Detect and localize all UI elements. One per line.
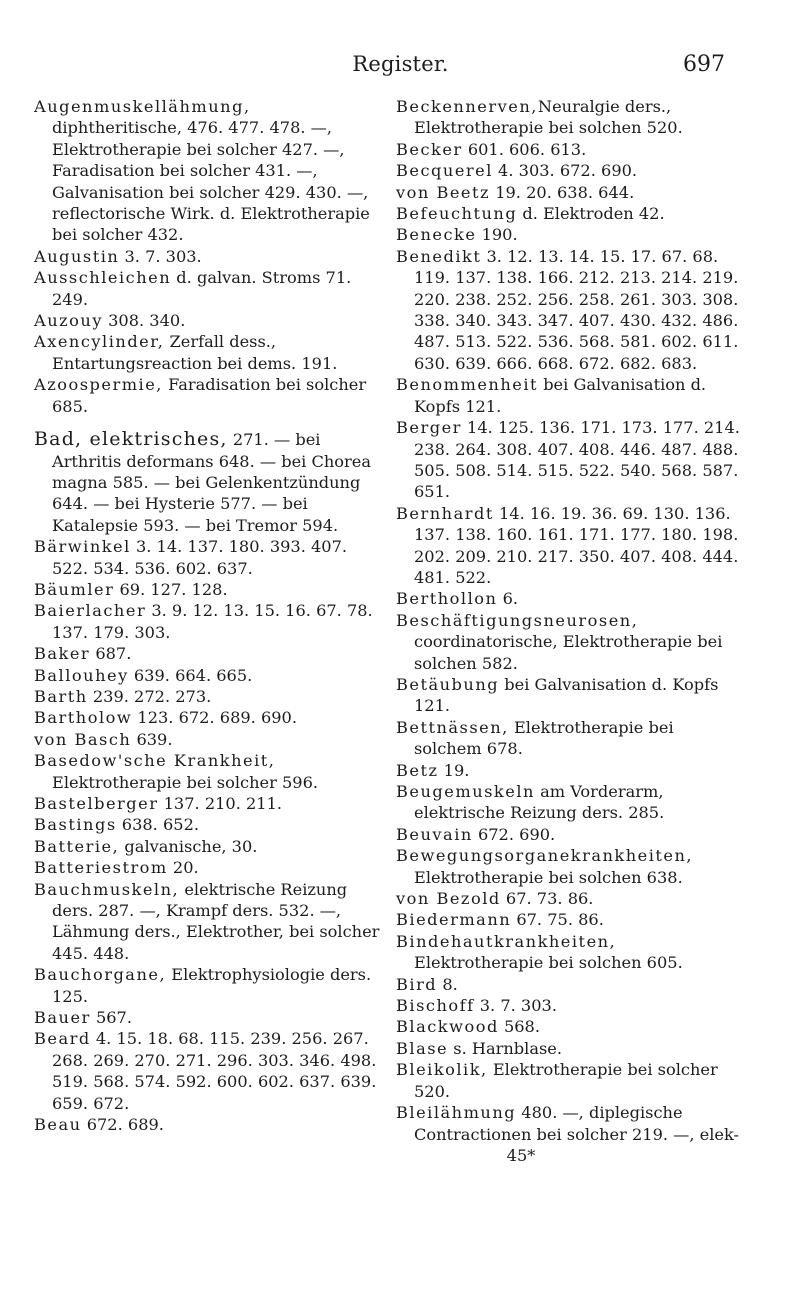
entry-headword: Baierlacher — [34, 601, 147, 621]
entry-headword: Ausschleichen — [34, 268, 172, 288]
index-entry — [396, 1016, 746, 1037]
entry-text: 672. 689. — [81, 1115, 164, 1135]
entry-headword: Berger — [396, 418, 462, 438]
entry-headword: Bad, elektrisches, — [34, 428, 228, 451]
index-entry — [396, 503, 746, 589]
entry-text: 123. 672. 689. 690. — [132, 708, 298, 728]
index-entry — [34, 1028, 384, 1114]
entry-headword: Bauchmuskeln, — [34, 879, 180, 899]
entry-text: bei Galvanisation d. Kopfs 121. — [414, 375, 707, 416]
entry-headword: Bleilähmung — [396, 1103, 517, 1123]
index-entry — [34, 964, 384, 1007]
entry-text: 3. 9. 12. 13. 15. 16. 67. 78. 137. 179. 303. — [52, 601, 373, 642]
page-header — [0, 52, 801, 86]
entry-headword: Azoospermie, — [34, 375, 163, 395]
index-entry — [34, 857, 384, 878]
entry-text: 14. 16. 19. 36. 69. 130. 136. 137. 138. 160. 161. 171. 177. 180. 198. 202. 209. 210. 217. 350. 407. 408. 444. 481. 522. — [414, 503, 739, 587]
entry-headword: Beugemuskeln — [396, 782, 535, 801]
entry-text: s. Harnblase. — [448, 1038, 563, 1058]
entry-text: 19. 20. 638. 644. — [490, 182, 635, 202]
index-entry — [396, 374, 746, 417]
entry-text: 3. 7. 303. — [474, 996, 557, 1016]
entry-headword: Becker — [396, 139, 463, 159]
entry-text: 3. 14. 137. 180. 393. 407. 522. 534. 536. 602. 637. — [52, 537, 348, 578]
entry-text: 639. 664. 665. — [128, 665, 253, 685]
index-entry — [396, 224, 746, 245]
entry-text: 4. 15. 18. 68. 115. 239. 256. 267. 268. 269. 270. 271. 296. 303. 346. 498. 519. 568. 574. 592. 600. 602. 637. 639. 659. 672. — [52, 1029, 377, 1113]
index-entry — [396, 995, 746, 1016]
index-entry — [34, 374, 384, 417]
index-entry — [396, 824, 746, 845]
entry-text: Elektrotherapie bei solchen 638. — [414, 867, 683, 887]
page-number: 697 — [683, 52, 725, 77]
entry-headword: Bischoff — [396, 996, 475, 1016]
entry-text: Elektrophysiologie ders. 125. — [52, 965, 372, 1006]
entry-text: 19. — [438, 760, 470, 780]
index-entry — [34, 600, 384, 643]
entry-headword: Beau — [34, 1115, 82, 1135]
entry-text: 480. —, diplegische Contractionen bei solcher 219. —, elek- — [414, 1103, 739, 1144]
index-entry — [34, 246, 384, 267]
entry-text: 137. 210. 211. — [158, 794, 283, 813]
index-entry — [396, 182, 746, 203]
index-entry — [34, 429, 384, 536]
entry-text: 14. 125. 136. 171. 173. 177. 214. 238. 264. 308. 407. 408. 446. 487. 488. 505. 508. 514. 515. 522. 540. 568. 587. 651. — [414, 418, 740, 502]
entry-text: 568. — [498, 1017, 541, 1037]
entry-text: 271. — bei Arthritis deformans 648. — bei Chorea magna 585. — bei Gelenkentzündung 644. — bei Hysterie 577. — bei Katalepsie 593. — bei Tremor 594. — [52, 430, 372, 535]
index-entry — [34, 96, 384, 246]
index-entry — [34, 643, 384, 664]
entry-headword: Befeuchtung — [396, 204, 518, 224]
index-entry — [396, 1102, 746, 1145]
entry-text: 6. — [497, 589, 519, 609]
entry-headword: Bauchorgane, — [34, 965, 167, 985]
entry-headword: Benedikt — [396, 246, 482, 266]
index-entry — [34, 836, 384, 857]
entry-headword: Auzouy — [34, 311, 103, 331]
index-entry — [34, 579, 384, 600]
entry-headword: Becquerel — [396, 161, 493, 181]
entry-headword: Bleikolik, — [396, 1060, 488, 1080]
entry-headword: Beuvain — [396, 824, 473, 844]
entry-headword: Bärwinkel — [34, 537, 131, 557]
entry-headword: Beschäftigungsneurosen, — [396, 610, 639, 630]
signature-mark: 45* — [506, 1145, 536, 1165]
entry-headword: Biedermann — [396, 910, 512, 930]
entry-text: 687. — [90, 644, 132, 664]
entry-headword: Barth — [34, 686, 88, 706]
entry-headword: Bindehautkrankheiten, — [396, 931, 617, 951]
index-entry — [34, 879, 384, 965]
entry-headword: Betz — [396, 760, 439, 780]
entry-text: 567. — [90, 1008, 132, 1028]
entry-headword: Blackwood — [396, 1017, 499, 1037]
running-title: Register. — [352, 52, 449, 76]
entry-headword: von Basch — [34, 729, 132, 749]
index-entry — [396, 96, 746, 139]
index-entry — [396, 931, 746, 974]
entry-headword: Blase — [396, 1038, 449, 1058]
index-entry — [396, 1059, 746, 1102]
entry-headword: Augenmuskellähmung, — [34, 97, 251, 116]
index-entry — [34, 536, 384, 579]
entry-text: 69. 127. 128. — [114, 579, 228, 599]
index-entry — [396, 760, 746, 781]
index-entry — [396, 781, 746, 824]
entry-text: Elektrotherapie bei solchem 678. — [414, 717, 674, 759]
entry-headword: Ballouhey — [34, 665, 129, 685]
entry-headword: Augustin — [34, 246, 120, 266]
index-entry — [34, 729, 384, 750]
index-entry — [34, 707, 384, 728]
entry-headword: Benommenheit — [396, 375, 539, 395]
entry-text: Elektrotherapie bei solcher 520. — [414, 1060, 718, 1101]
entry-text: 4. 303. 672. 690. — [492, 161, 638, 181]
entry-text: 67. 73. 86. — [500, 889, 594, 909]
entry-text: 20. — [167, 858, 199, 878]
index-entry — [396, 674, 746, 717]
index-entry — [34, 793, 384, 814]
entry-text: Neuralgie ders., Elektrotherapie bei solchen 520. — [414, 97, 683, 138]
entry-text: Faradisation bei solcher 685. — [52, 375, 367, 416]
entry-headword: Bauer — [34, 1008, 91, 1028]
entry-text: 3. 12. 13. 14. 15. 17. 67. 68. 119. 137. 138. 166. 212. 213. 214. 219. 220. 238. 252. 256. 258. 261. 303. 308. 338. 340. 343. 347. 407. 430. 432. 486. 487. 513. 522. 536. 568. 581. 602. 611. 630. 639. 666. 668. 672. 682. 683. — [414, 246, 739, 373]
entry-text: 601. 606. 613. — [462, 139, 587, 159]
entry-headword: Beard — [34, 1029, 91, 1049]
index-entry — [396, 1038, 746, 1059]
entry-headword: von Bezold — [396, 889, 501, 909]
entry-headword: Bastings — [34, 815, 117, 835]
entry-headword: Bettnässen, — [396, 717, 509, 737]
index-entry — [396, 974, 746, 995]
index-entry — [34, 665, 384, 686]
index-entry — [396, 203, 746, 224]
right-column — [396, 96, 746, 1166]
entry-headword: Bastelberger — [34, 794, 159, 813]
entry-text: galvanische, 30. — [119, 836, 258, 856]
index-entry — [396, 717, 746, 760]
entry-text: d. Elektroden 42. — [517, 204, 665, 224]
entry-text: 672. 690. — [472, 824, 556, 844]
entry-text: 638. 652. — [116, 815, 200, 835]
entry-text: 3. 7. 303. — [119, 246, 202, 266]
entry-text: 639. — [131, 729, 173, 749]
entry-text: 239. 272. 273. — [87, 686, 212, 706]
entry-headword: Axencylinder, — [34, 332, 165, 352]
entry-text: 8. — [437, 974, 458, 994]
index-entry — [34, 1007, 384, 1028]
entry-headword: Bartholow — [34, 708, 133, 728]
entry-headword: Bernhardt — [396, 503, 494, 523]
entry-headword: Benecke — [396, 225, 477, 245]
index-entry — [34, 686, 384, 707]
index-entry — [34, 1114, 384, 1135]
index-entry — [396, 160, 746, 181]
entry-text: d. galvan. Stroms 71. 249. — [52, 268, 352, 309]
entry-text: 190. — [476, 225, 518, 245]
entry-headword: Batteriestrom — [34, 858, 168, 878]
entry-headword: Baker — [34, 644, 91, 664]
index-entry — [396, 888, 746, 909]
index-entry — [34, 750, 384, 793]
entry-text: 308. 340. — [102, 311, 186, 331]
index-entry — [34, 814, 384, 835]
index-entry — [396, 246, 746, 374]
index-entry — [34, 267, 384, 310]
entry-text: diphtheritische, 476. 477. 478. —, Elektrotherapie bei solcher 427. —, Faradisation bei solcher 431. —, Galvanisation bei solcher 429. 430. —, reflectorische Wirk. d. Elektrotherapie bei solcher 432. — [52, 118, 370, 245]
entry-text: elektrische Reizung ders. 287. —, Krampf ders. 532. —, Lähmung ders., Elektrother, bei solcher 445. 448. — [52, 879, 380, 963]
entry-headword: von Beetz — [396, 182, 491, 202]
index-entry — [396, 417, 746, 503]
entry-text: Elektrotherapie bei solchen 605. — [414, 953, 683, 973]
entry-text: Elektrotherapie bei solcher 596. — [52, 772, 319, 792]
entry-text: coordinatorische, Elektrotherapie bei solchen 582. — [414, 632, 723, 673]
entry-text: 67. 75. 86. — [511, 910, 604, 930]
entry-headword: Basedow'sche Krankheit, — [34, 751, 276, 771]
entry-headword: Bäumler — [34, 579, 115, 599]
index-entry — [34, 331, 384, 374]
entry-headword: Bewegungsorganekrankheiten, — [396, 846, 694, 866]
entry-headword: Bird — [396, 974, 438, 994]
entry-headword: Beckennerven, — [396, 97, 538, 116]
entry-text: Zerfall dess., Entartungsreaction bei dems. 191. — [52, 332, 338, 373]
entry-headword: Betäubung — [396, 674, 500, 694]
index-entry — [396, 909, 746, 930]
entry-headword: Berthollon — [396, 589, 498, 609]
index-entry — [34, 310, 384, 331]
index-entry — [396, 610, 746, 674]
index-entry — [396, 139, 746, 160]
entry-text: bei Galvanisation d. Kopfs 121. — [414, 674, 719, 716]
index-entry — [396, 845, 746, 888]
index-entry — [396, 588, 746, 609]
entry-text: am Vorderarm, elektrische Reizung ders. 285. — [414, 782, 665, 823]
left-column — [34, 96, 384, 1136]
entry-headword: Batterie, — [34, 836, 120, 856]
